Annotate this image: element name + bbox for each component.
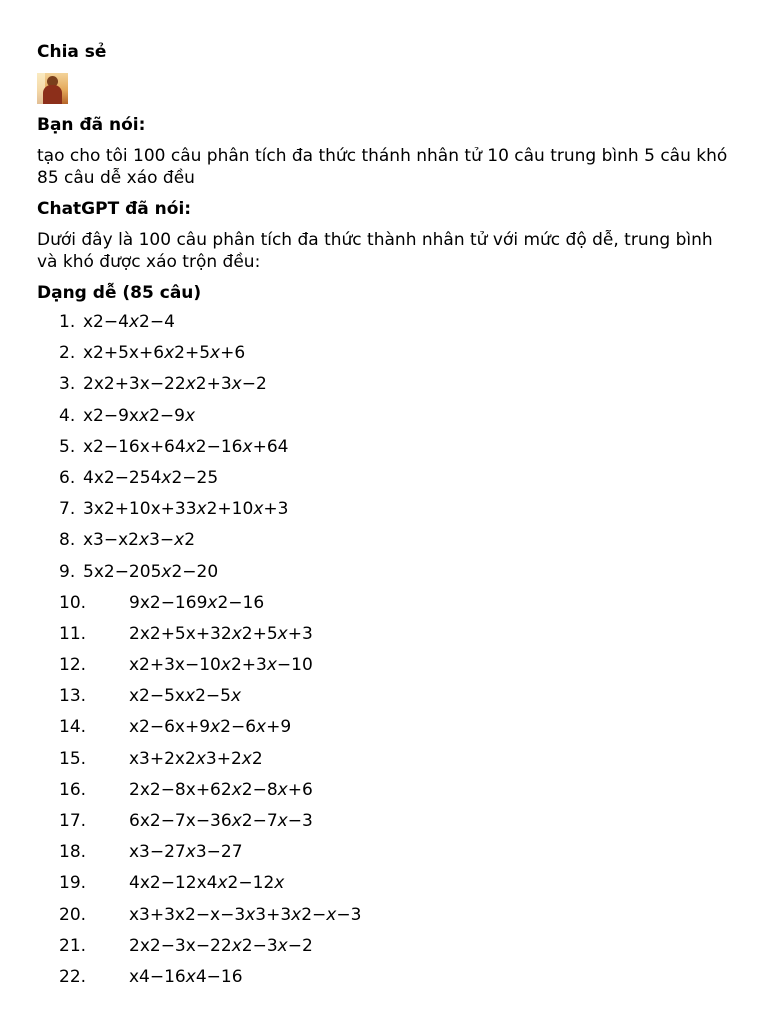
user-avatar [37, 73, 68, 104]
item-expression [83, 559, 218, 585]
item-expression [83, 340, 245, 366]
expression-plain: x2+3x−10 [129, 655, 221, 676]
expression-math: x4−16 [185, 966, 243, 987]
expression-math: x2−5x [185, 686, 242, 707]
item-expression [83, 434, 288, 460]
share-label[interactable]: Chia sẻ [37, 42, 107, 62]
item-number: 8. [59, 530, 76, 551]
expression-plain: 9x2−16 [129, 592, 197, 613]
item-expression [129, 652, 313, 678]
expression-math: 3x2+10x+3 [185, 499, 289, 520]
list-item [37, 683, 737, 714]
item-expression [129, 933, 313, 959]
item-expression [129, 777, 313, 803]
item-number: 7. [59, 499, 76, 520]
expression-plain: x3+2x2 [129, 748, 196, 769]
item-number: 3. [59, 374, 76, 395]
expression-math: 4x2−12x [206, 873, 285, 894]
expression-math: x2−6x+9 [210, 717, 292, 738]
item-number: 5. [59, 436, 76, 457]
list-item [37, 714, 737, 745]
expression-plain: 6x2−7x−3 [129, 811, 221, 831]
item-expression [83, 527, 195, 553]
item-expression [129, 870, 284, 896]
item-number: 9. [59, 561, 76, 582]
list-item [37, 434, 737, 465]
list-item [37, 746, 737, 777]
expression-plain: 4x2−25 [83, 467, 151, 488]
item-expression [83, 465, 218, 491]
item-number: 18. [59, 842, 87, 863]
exercise-list [37, 309, 737, 995]
list-item [37, 870, 737, 901]
expression-plain: 2x2+3x−2 [83, 374, 175, 395]
list-item [37, 902, 737, 933]
expression-plain: 2x2+5x+3 [129, 623, 221, 644]
item-expression [83, 403, 195, 429]
list-item [37, 652, 737, 683]
expression-math: x2−16x+64 [185, 436, 289, 457]
list-item [37, 933, 737, 964]
expression-math: x3−27 [185, 842, 243, 863]
item-number: 11. [59, 623, 87, 644]
item-expression [129, 808, 313, 834]
item-expression [129, 746, 263, 772]
list-item [37, 839, 737, 870]
expression-plain: x3−x2 [83, 530, 139, 551]
expression-math: 6x2−7x−3 [220, 811, 313, 831]
expression-math: x3+2x2 [195, 748, 263, 769]
item-number: 1. [59, 312, 76, 332]
expression-math: x2−9x [139, 405, 196, 426]
user-message: tạo cho tôi 100 câu phân tích đa thức thánh nhân tử 10 câu trung bình 5 câu khó 85 câu dễ xáo đều [37, 146, 728, 188]
expression-plain: 2x2−3x−2 [129, 935, 221, 956]
item-expression [129, 683, 241, 709]
list-item [37, 527, 737, 558]
expression-plain: 5x2−20 [83, 561, 151, 582]
expression-math: 2x2+3x−2 [174, 374, 267, 395]
item-expression [129, 714, 291, 740]
item-number: 21. [59, 935, 87, 956]
expression-plain: x2−5x [129, 686, 185, 707]
item-number: 2. [59, 343, 76, 364]
expression-math: 5x2−20 [150, 561, 219, 582]
list-item [37, 964, 737, 995]
expression-math: 2x2−3x−2 [220, 935, 313, 956]
item-number: 6. [59, 467, 76, 488]
item-number: 12. [59, 655, 87, 676]
expression-math: 2x2+5x+3 [220, 623, 313, 644]
expression-plain: x2−16x+64 [83, 436, 186, 457]
item-number: 22. [59, 966, 87, 987]
section-title: Dạng dễ (85 câu) [37, 283, 202, 303]
list-item [37, 559, 737, 590]
item-expression [129, 590, 264, 616]
list-item [37, 496, 737, 527]
list-item [37, 465, 737, 496]
item-number: 17. [59, 811, 87, 831]
item-number: 16. [59, 779, 87, 800]
item-expression [129, 902, 361, 928]
item-number: 10. [59, 592, 87, 613]
list-item [37, 777, 737, 808]
expression-plain: 3x2+10x+3 [83, 499, 186, 520]
item-expression [129, 621, 313, 647]
expression-plain: x4−16 [129, 966, 186, 987]
expression-math: x3+3x2−x−3 [245, 904, 362, 925]
expression-plain: x3+3x2−x−3 [129, 904, 246, 925]
item-number: 15. [59, 748, 87, 769]
item-expression [129, 964, 243, 990]
expression-math: x2+5x+6 [164, 343, 246, 364]
item-number: 19. [59, 873, 87, 894]
list-item [37, 590, 737, 621]
expression-math: x3−x2 [139, 530, 196, 551]
item-number: 20. [59, 904, 87, 925]
list-item [37, 403, 737, 434]
list-item [37, 808, 737, 839]
user-label: Bạn đã nói: [37, 115, 146, 135]
item-number: 14. [59, 717, 87, 738]
expression-math: 9x2−16 [196, 592, 265, 613]
list-item [37, 309, 737, 340]
expression-math: x2+3x−10 [220, 655, 313, 676]
assistant-label: ChatGPT đã nói: [37, 199, 192, 219]
expression-plain: x2+5x+6 [83, 343, 165, 364]
expression-math: 4x2−25 [150, 467, 219, 488]
item-expression [83, 371, 267, 397]
expression-plain: x3−27 [129, 842, 186, 863]
expression-plain: 2x2−8x+6 [129, 779, 221, 800]
item-number: 4. [59, 405, 76, 426]
expression-math: 2x2−8x+6 [220, 779, 313, 800]
item-number: 13. [59, 686, 87, 707]
list-item [37, 340, 737, 371]
expression-plain: 4x2−12x [129, 873, 207, 894]
item-expression [83, 496, 288, 522]
item-expression [129, 839, 243, 865]
expression-plain: x2−9x [83, 405, 139, 426]
expression-math: x2−4 [128, 312, 175, 332]
item-expression [83, 309, 175, 335]
list-item [37, 371, 737, 402]
expression-plain: x2−6x+9 [129, 717, 211, 738]
list-item [37, 621, 737, 652]
assistant-intro: Dưới đây là 100 câu phân tích đa thức thành nhân tử với mức độ dễ, trung bình và khó được xáo trộn đều: [37, 230, 713, 272]
expression-plain: x2−4 [83, 312, 129, 332]
